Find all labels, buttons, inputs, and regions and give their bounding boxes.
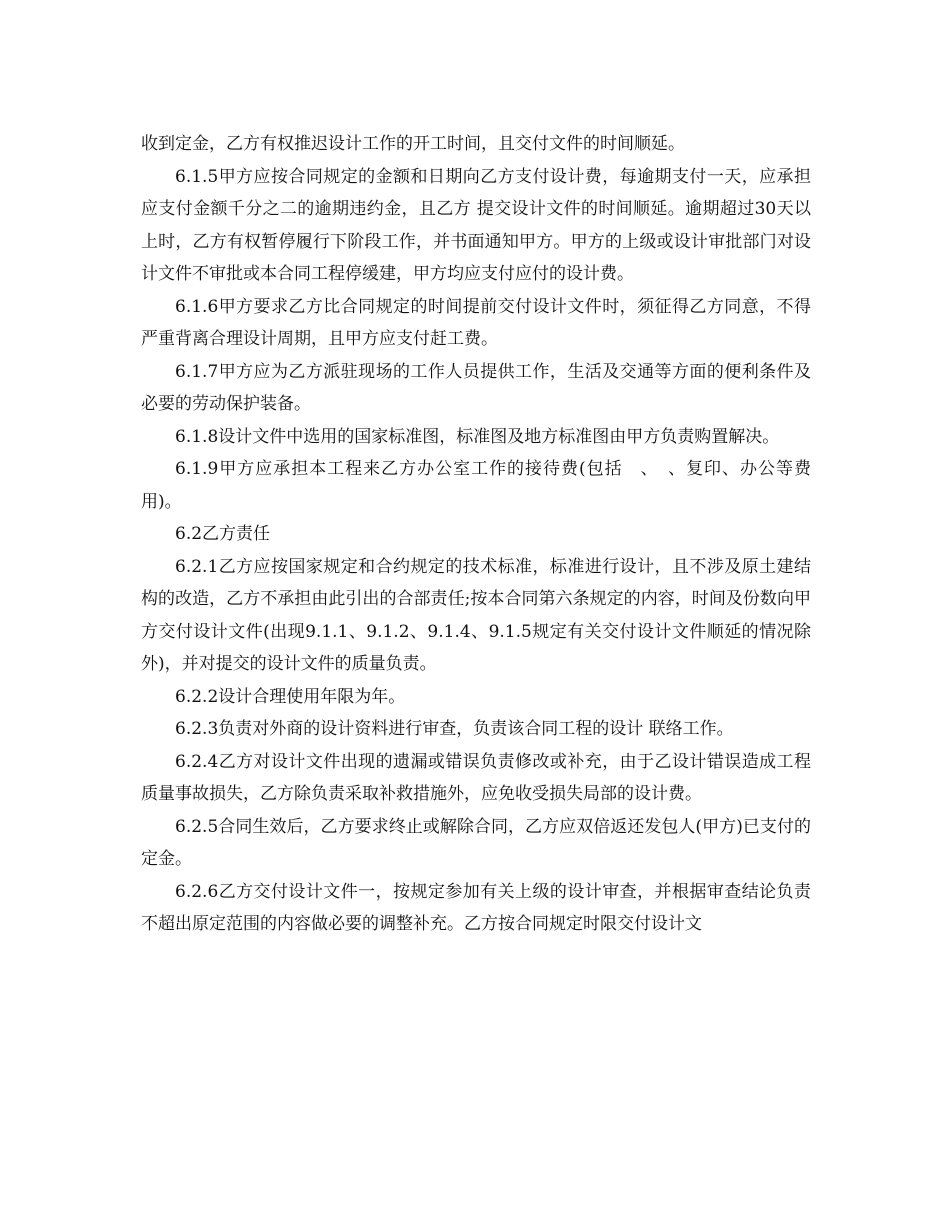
paragraph: 收到定金，乙方有权推迟设计工作的开工时间，且交付文件的时间顺延。 <box>141 134 685 154</box>
paragraph: 6.2.5合同生效后，乙方要求终止或解除合同，乙方应双倍返还发包人(甲方)已支付的定金。 <box>141 816 811 869</box>
paragraph: 6.2.6乙方交付设计文件一，按规定参加有关上级的设计审查，并根据审查结论负责不超出原定范围的内容做必要的调整补充。乙方按合同规定时限交付设计文 <box>141 881 811 934</box>
section-heading: 6.2乙方责任 <box>175 524 271 544</box>
paragraph: 6.1.8设计文件中选用的国家标准图，标准图及地方标准图由甲方负责购置解决。 <box>175 426 780 447</box>
paragraph: 6.2.2设计合理使用年限为年。 <box>175 686 406 707</box>
paragraph: 6.2.3负责对外商的设计资料进行审查，负责该合同工程的设计 联络工作。 <box>175 719 734 739</box>
paragraph: 6.2.1乙方应按国家规定和合约规定的技术标准，标准进行设计，且不涉及原土建结构的改造，乙方不承担由此引出的合部责任;按本合同第六条规定的内容，时间及份数向甲方交付设计文件(出现9.1.1、9.1.2、9.1.4、9.1.5规定有关交付设计文件顺延的情况除外)，并对提交的设计文件的质量负责。 <box>141 556 811 674</box>
paragraph: 6.1.5甲方应按合同规定的金额和日期向乙方支付设计费，每逾期支付一天，应承担应支付金额千分之二的逾期违约金，且乙方 提交设计文件的时间顺延。逾期超过30天以上时，乙方有权暂停履行下阶段工作，并书面通知甲方。甲方的上级或设计审批部门对设计文件不审批或本合同工程停缓建，甲方均应支付应付的设计费。 <box>141 166 811 284</box>
document-body <box>141 128 811 941</box>
paragraph: 6.1.6甲方要求乙方比合同规定的时间提前交付设计文件时，须征得乙方同意，不得严重背离合理设计周期，且甲方应支付赶工费。 <box>141 296 811 349</box>
paragraph: 6.1.7甲方应为乙方派驻现场的工作人员提供工作，生活及交通等方面的便利条件及必要的劳动保护装备。 <box>141 361 811 414</box>
paragraph: 6.1.9甲方应承担本工程来乙方办公室工作的接待费(包括 、 、复印、办公等费用)。 <box>141 459 811 512</box>
paragraph: 6.2.4乙方对设计文件出现的遗漏或错误负责修改或补充，由于乙设计错误造成工程质量事故损失，乙方除负责采取补救措施外，应免收受损失局部的设计费。 <box>141 751 811 804</box>
